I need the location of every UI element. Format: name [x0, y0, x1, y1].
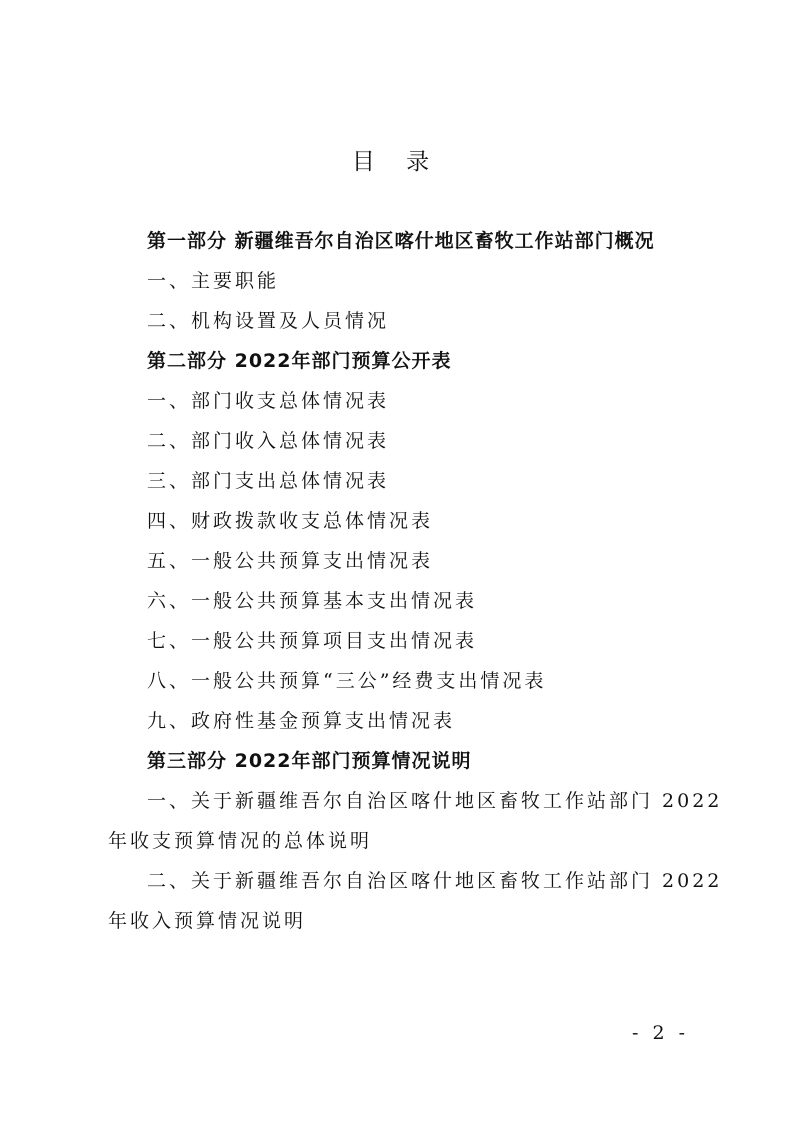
page-number: - 2 -: [632, 1022, 690, 1044]
toc-item: 一、部门收支总体情况表: [147, 390, 390, 412]
toc-item: 八、一般公共预算“三公”经费支出情况表: [147, 670, 547, 692]
toc-item-line2: 年收入预算情况说明: [108, 910, 307, 932]
toc-item: 二、机构设置及人员情况: [147, 310, 390, 332]
toc-item-line1: 一、关于新疆维吾尔自治区喀什地区畜牧工作站部门 2022: [147, 790, 723, 812]
toc-item-line2: 年收支预算情况的总体说明: [108, 830, 373, 852]
toc-item: 九、政府性基金预算支出情况表: [147, 710, 456, 732]
part3-heading: 第三部分 2022年部门预算情况说明: [147, 750, 472, 772]
toc-item-line1: 二、关于新疆维吾尔自治区喀什地区畜牧工作站部门 2022: [147, 870, 723, 892]
part1-heading: 第一部分 新疆维吾尔自治区喀什地区畜牧工作站部门概况: [147, 230, 655, 252]
toc-item: 七、一般公共预算项目支出情况表: [147, 630, 478, 652]
page-title: 目 录: [351, 149, 442, 175]
toc-item: 六、一般公共预算基本支出情况表: [147, 590, 478, 612]
toc-item: 一、主要职能: [147, 270, 280, 292]
toc-item: 五、一般公共预算支出情况表: [147, 550, 434, 572]
toc-item: 二、部门收入总体情况表: [147, 430, 390, 452]
toc-item: 三、部门支出总体情况表: [147, 470, 390, 492]
part2-heading: 第二部分 2022年部门预算公开表: [147, 350, 452, 372]
toc-item: 四、财政拨款收支总体情况表: [147, 510, 434, 532]
